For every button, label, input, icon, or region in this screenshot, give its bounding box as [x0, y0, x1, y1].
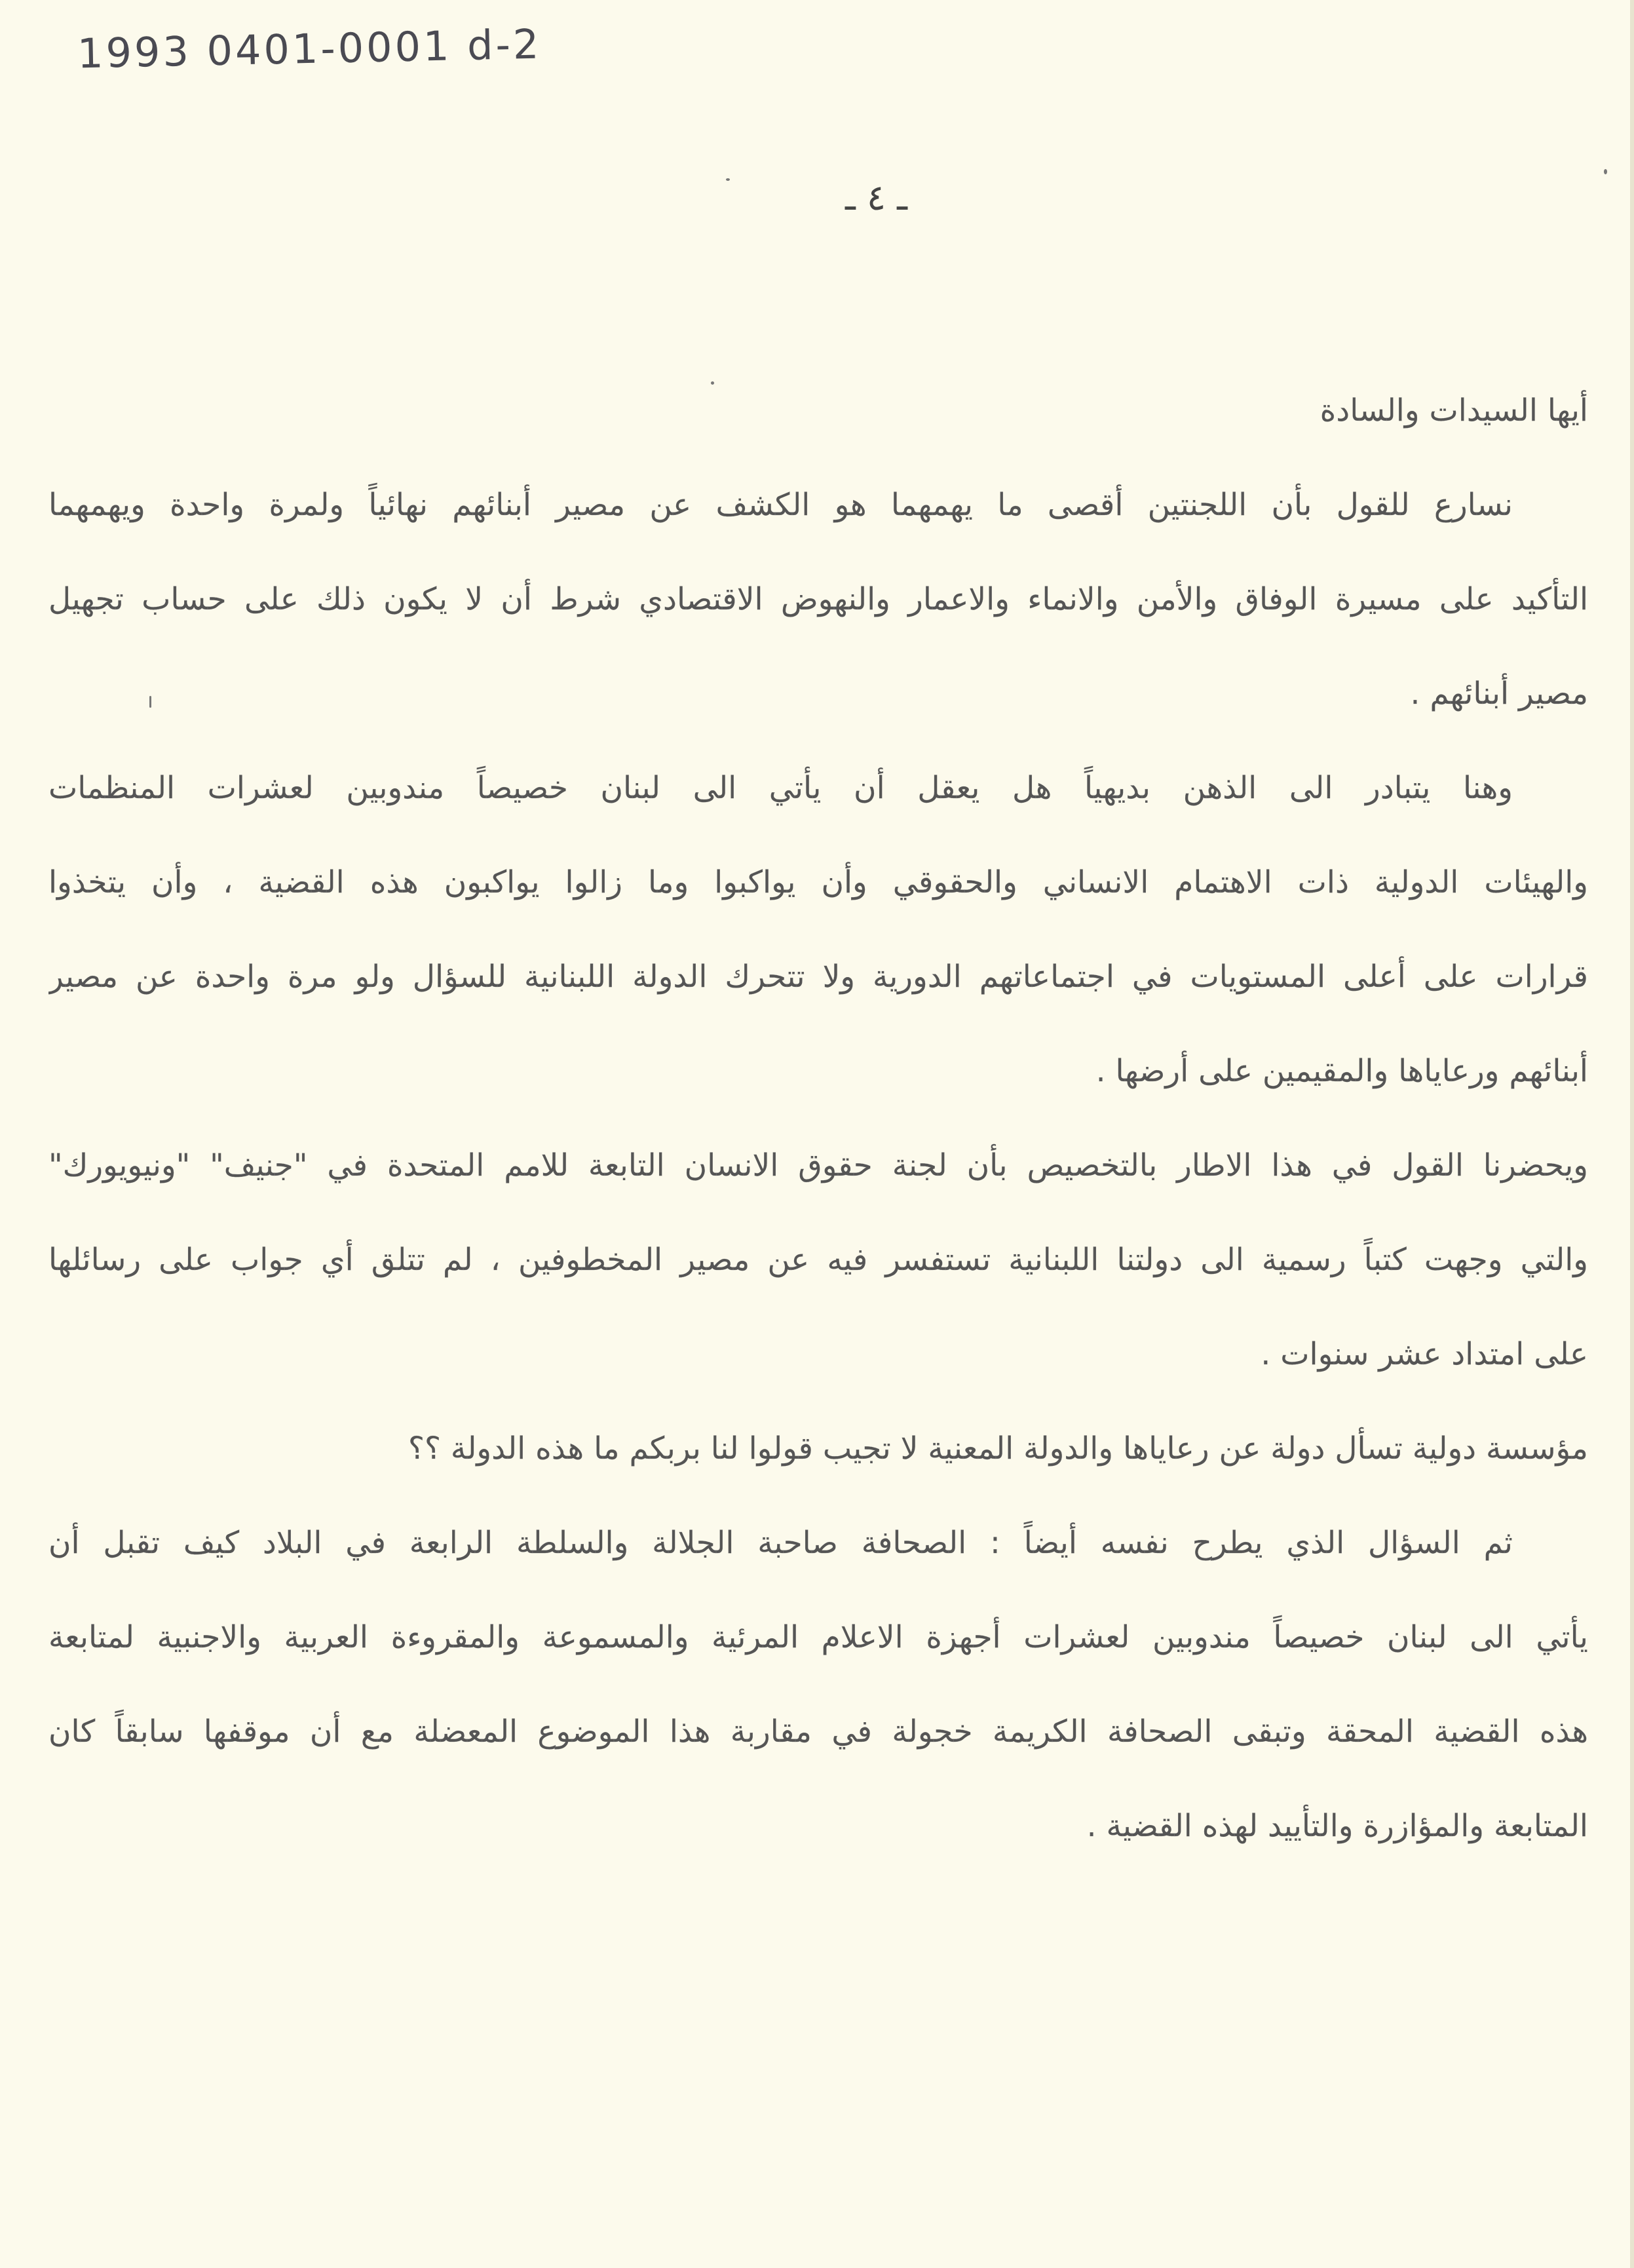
- body-line: قرارات على أعلى المستويات في اجتماعاتهم الدورية ولا تتحرك الدولة اللبنانية للسؤال ولو مرة واحدة عن مصير: [48, 959, 1588, 995]
- body-line: أبنائهم ورعاياها والمقيمين على أرضها .: [1095, 1053, 1588, 1089]
- salutation-line: أيها السيدات والسادة: [1320, 393, 1588, 429]
- handwritten-reference-code: 1993 0401-0001 d-2: [77, 20, 542, 78]
- scan-speck: [1604, 169, 1607, 174]
- body-line: يأتي الى لبنان خصيصاً مندوبين لعشرات أجهزة الاعلام المرئية والمسموعة والمقروءة العربية والاجنبية لمتابعة: [48, 1619, 1588, 1655]
- body-line: هذه القضية المحقة وتبقى الصحافة الكريمة خجولة في مقاربة هذا الموضوع المعضلة مع أن موقفها سابقاً كان: [48, 1714, 1588, 1750]
- body-line: والتي وجهت كتباً رسمية الى دولتنا اللبنانية تستفسر فيه عن مصير المخطوفين ، لم تتلق أي جواب على رسائلها: [48, 1242, 1588, 1278]
- letter-body: [48, 364, 1588, 1874]
- page-edge: [1630, 0, 1634, 2268]
- body-line: ثم السؤال الذي يطرح نفسه أيضاً : الصحافة صاحبة الجلالة والسلطة الرابعة في البلاد كيف تقبل أن: [48, 1525, 1513, 1561]
- body-line: والهيئات الدولية ذات الاهتمام الانساني والحقوقي وأن يواكبوا وما زالوا يواكبون هذه القضية ، وأن يتخذوا: [48, 864, 1588, 900]
- page-number: ـ ٤ ـ: [845, 177, 908, 218]
- body-line: التأكيد على مسيرة الوفاق والأمن والانماء والاعمار والنهوض الاقتصادي شرط أن لا يكون ذلك على حساب تجهيل: [48, 581, 1588, 617]
- scan-speck: [726, 178, 730, 181]
- body-line: ويحضرنا القول في هذا الاطار بالتخصيص بأن لجنة حقوق الانسان التابعة للامم المتحدة في "جنيف" "ونيويورك": [48, 1147, 1588, 1183]
- body-line: وهنا يتبادر الى الذهن بديهياً هل يعقل أن يأتي الى لبنان خصيصاً مندوبين لعشرات المنظمات: [48, 770, 1513, 806]
- body-line: مصير أبنائهم .: [1410, 676, 1588, 712]
- body-line: على امتداد عشر سنوات .: [1261, 1336, 1588, 1372]
- body-line: المتابعة والمؤازرة والتأييد لهذه القضية .: [1086, 1808, 1588, 1844]
- body-line: مؤسسة دولية تسأل دولة عن رعاياها والدولة المعنية لا تجيب قولوا لنا بربكم ما هذه الدولة ؟؟: [408, 1431, 1588, 1467]
- body-line: نسارع للقول بأن اللجنتين أقصى ما يهمهما هو الكشف عن مصير أبنائهم نهائياً ولمرة واحدة ويهمهما: [48, 487, 1513, 523]
